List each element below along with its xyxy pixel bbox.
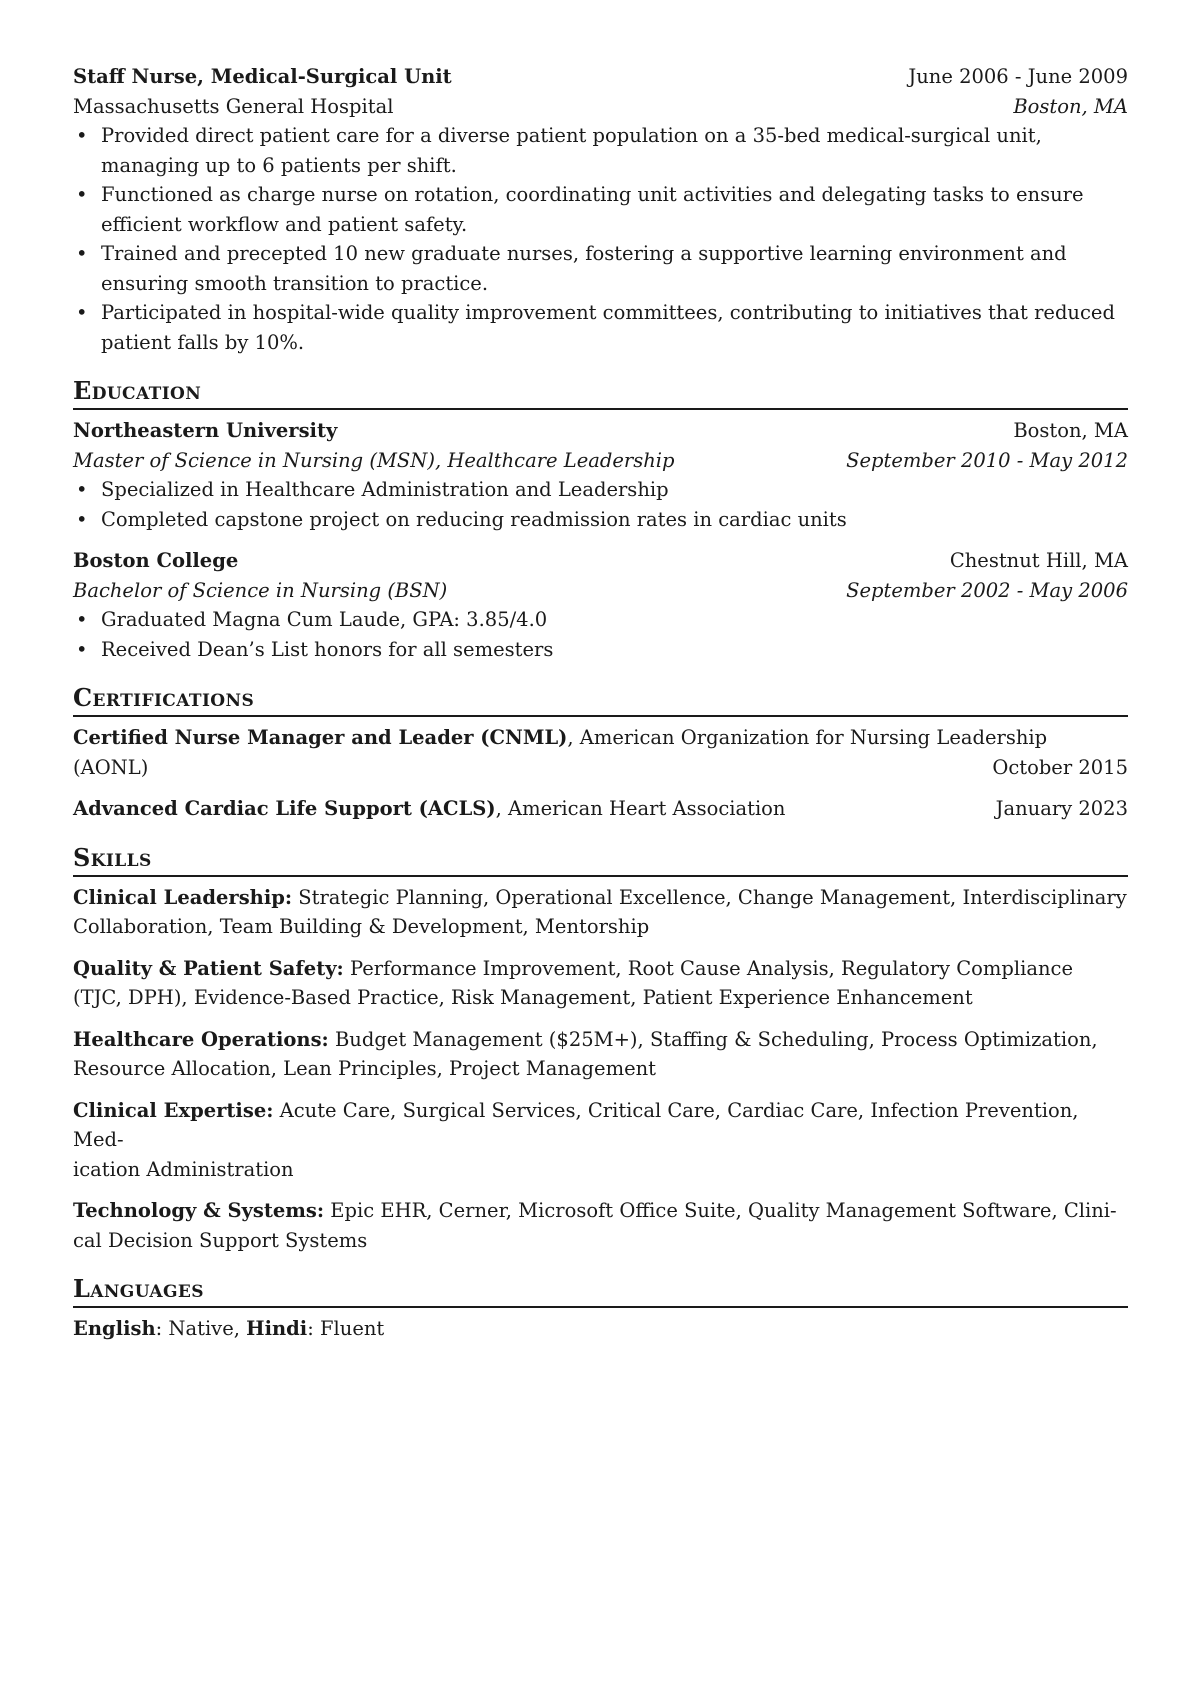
- education-header: [73, 416, 1128, 446]
- education-subheader: [73, 576, 1128, 606]
- languages-heading: Languages: [73, 1273, 1128, 1308]
- skill-list: Epic EHR, Cerner, Microsoft Office Suite, Quality Management Software, Clini-: [324, 1199, 1117, 1222]
- skill-entry: [73, 1096, 1128, 1185]
- language-name: Hindi: [246, 1317, 308, 1340]
- certification-entry: [73, 794, 1128, 824]
- certification-date: January 2023: [995, 797, 1128, 820]
- education-bullets: [73, 475, 1128, 534]
- education-entry: [73, 546, 1128, 664]
- education-bullet: • Graduated Magna Cum Laude, GPA: 3.85/4.0: [73, 605, 1128, 635]
- skill-list-cont: Collaboration, Team Building & Development, Mentorship: [73, 915, 650, 938]
- skill-label: Quality & Patient Safety:: [73, 956, 344, 980]
- skill-entry: [73, 954, 1128, 1013]
- job-title: Staff Nurse, Medical-Surgical Unit: [73, 65, 452, 88]
- language-level: : Native: [155, 1317, 234, 1340]
- language-separator: ,: [233, 1317, 247, 1340]
- certification-name: Certified Nurse Manager and Leader (CNML): [73, 726, 568, 749]
- education-bullet: • Completed capstone project on reducing readmission rates in cardiac units: [73, 505, 1128, 535]
- skill-label: Clinical Expertise:: [73, 1098, 274, 1122]
- school-location: Boston, MA: [1013, 419, 1128, 442]
- job-entry: [73, 62, 1128, 357]
- skill-list-cont: cal Decision Support Systems: [73, 1228, 368, 1252]
- skill-list-cont: (TJC, DPH), Evidence-Based Practice, Risk Management, Patient Experience Enhancement: [73, 986, 973, 1009]
- skill-entry: [73, 883, 1128, 942]
- education-header: [73, 546, 1128, 576]
- language-name: English: [73, 1317, 156, 1340]
- job-location: Boston, MA: [1013, 94, 1128, 118]
- skills-section: [73, 883, 1128, 1256]
- certification-line: [73, 723, 1128, 753]
- skill-label: Clinical Leadership:: [73, 885, 293, 909]
- job-bullets: [73, 121, 1128, 357]
- languages-section: [73, 1314, 1128, 1344]
- skill-list: Strategic Planning, Operational Excellence, Change Management, Interdisciplinary: [292, 885, 1127, 909]
- education-subheader: [73, 446, 1128, 476]
- certification-issuer: , American Organization for Nursing Leadership: [567, 726, 1048, 749]
- certification-name: Advanced Cardiac Life Support (ACLS): [73, 797, 496, 820]
- education-section: [73, 416, 1128, 664]
- job-bullet: • Provided direct patient care for a diverse patient population on a 35-bed medical-surgical unit, managing up to 6 patients per shift.: [73, 121, 1128, 180]
- certification-entry: [73, 723, 1128, 782]
- skill-list: Budget Management ($25M+), Staffing & Scheduling, Process Optimization,: [328, 1027, 1098, 1051]
- job-bullet: • Functioned as charge nurse on rotation, coordinating unit activities and delegating tasks to ensure efficient workflow and patient safety.: [73, 180, 1128, 239]
- job-bullet: • Trained and precepted 10 new graduate nurses, fostering a supportive learning environment and ensuring smooth transition to practice.: [73, 239, 1128, 298]
- education-dates: September 2010 - May 2012: [846, 448, 1128, 472]
- job-employer: Massachusetts General Hospital: [73, 94, 394, 118]
- education-dates: September 2002 - May 2006: [846, 578, 1128, 602]
- degree: Bachelor of Science in Nursing (BSN): [73, 578, 448, 602]
- job-dates: June 2006 - June 2009: [908, 65, 1128, 88]
- education-entry: [73, 416, 1128, 534]
- skill-entry: [73, 1025, 1128, 1084]
- job-header: [73, 62, 1128, 92]
- certification-issuer-cont: (AONL): [73, 755, 149, 779]
- certifications-heading: Certifications: [73, 682, 1128, 717]
- education-heading: Education: [73, 375, 1128, 410]
- certification-line: [73, 753, 1128, 783]
- certification-issuer: , American Heart Association: [495, 797, 786, 820]
- education-bullet: • Specialized in Healthcare Administration and Leadership: [73, 475, 1128, 505]
- skills-heading: Skills: [73, 842, 1128, 877]
- certifications-section: [73, 723, 1128, 824]
- certification-line: [73, 794, 786, 824]
- skill-list: Acute Care, Surgical Services, Critical Care, Cardiac Care, Infection Prevention, Med-: [73, 1098, 1079, 1151]
- degree: Master of Science in Nursing (MSN), Healthcare Leadership: [73, 448, 675, 472]
- skill-list: Performance Improvement, Root Cause Analysis, Regulatory Compliance: [343, 956, 1074, 980]
- language-level: : Fluent: [307, 1317, 385, 1340]
- school-location: Chestnut Hill, MA: [949, 549, 1128, 572]
- certification-date: October 2015: [992, 755, 1128, 779]
- skill-entry: [73, 1196, 1128, 1255]
- school-name: Boston College: [73, 549, 239, 572]
- skill-label: Technology & Systems:: [73, 1199, 325, 1222]
- job-subheader: [73, 92, 1128, 122]
- job-bullet: • Participated in hospital-wide quality improvement committees, contributing to initiatives that reduced patient falls by 10%.: [73, 298, 1128, 357]
- school-name: Northeastern University: [73, 419, 338, 442]
- skill-list-cont: Resource Allocation, Lean Principles, Project Management: [73, 1057, 657, 1080]
- skill-list-cont: ication Administration: [73, 1157, 294, 1181]
- resume-page: [73, 62, 1128, 1344]
- skill-label: Healthcare Operations:: [73, 1027, 329, 1051]
- education-bullet: • Received Dean’s List honors for all semesters: [73, 635, 1128, 665]
- education-bullets: [73, 605, 1128, 664]
